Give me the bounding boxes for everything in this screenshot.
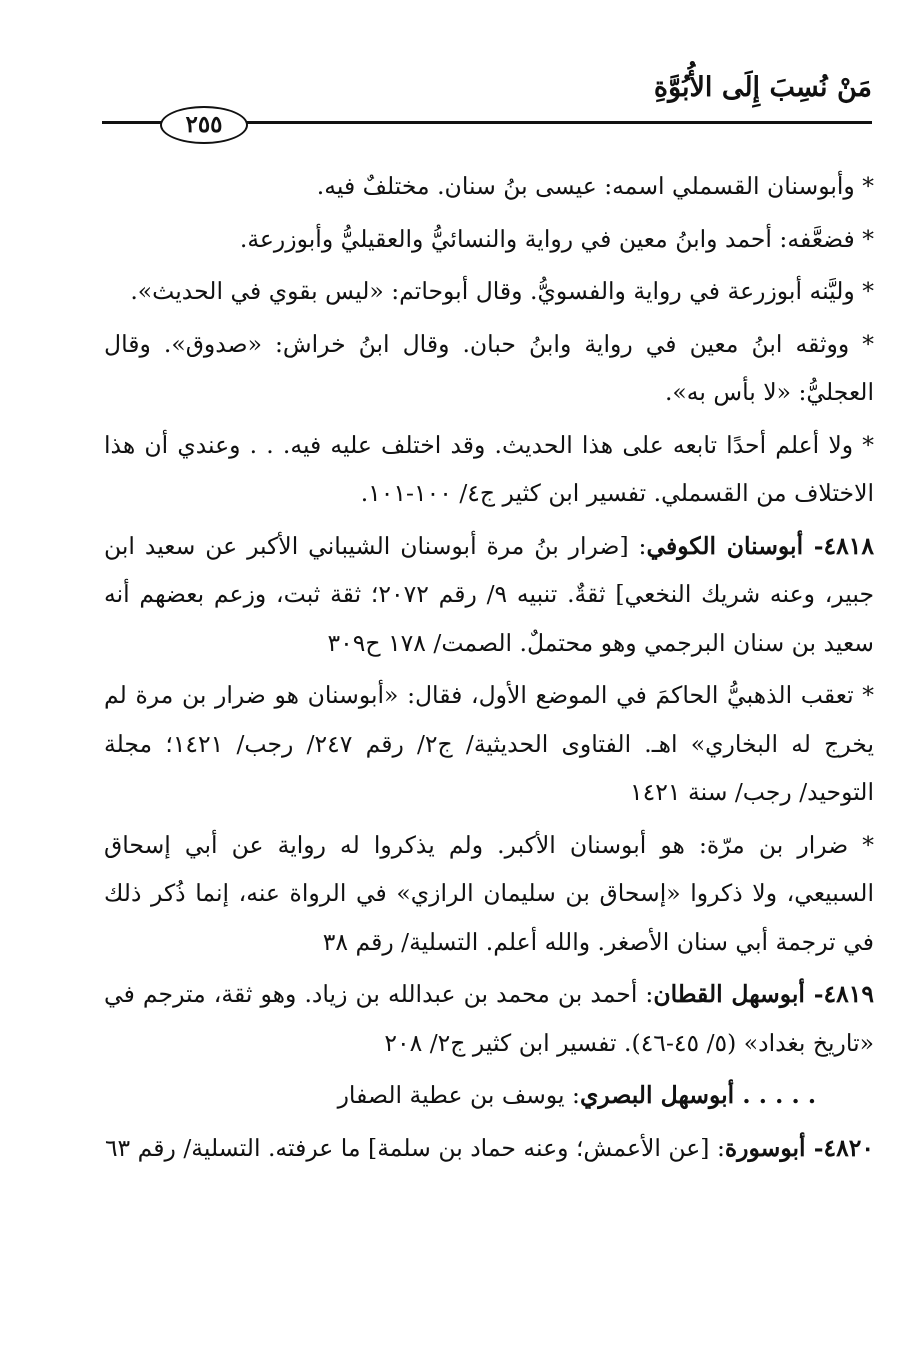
paragraph-1	[104, 162, 874, 211]
entry-4818-text: : [ضرار بنُ مرة أبوسنان الشيباني الأكبر عن سعيد ابن جبير، وعنه شريك النخعي] ثقةٌ. تنبيه ٩/ رقم ٢٠٧٢؛ ثقة ثبت، وزعم بعضهم أنه سعيد بن سنان البرجمي وهو محتملٌ. الصمت/ ١٧٨ ح٣٠٩	[104, 531, 874, 657]
entry-4820-heading: ٤٨٢٠- أبوسورة	[724, 1133, 874, 1162]
entry-4819-heading: ٤٨١٩- أبوسهل القطان	[653, 980, 874, 1008]
paragraph-1-text: * وأبوسنان القسملي اسمه: عيسى بنُ سنان. مختلفٌ فيه.	[316, 172, 874, 200]
entry-abusahl-basri	[104, 1071, 874, 1120]
paragraph-4	[104, 320, 874, 417]
entry-4819-text: : أحمد بن محمد بن عبدالله بن زياد. وهو ثقة، مترجم في «تاريخ بغداد» (٥/ ٤٥-٤٦). تفسير ابن كثير ج٢/ ٢٠٨	[104, 980, 874, 1057]
running-header-title: مَنْ نُسِبَ إِلَى الأُبُوَّةِ	[653, 72, 872, 103]
paragraph-4-text: * ووثقه ابنُ معين في رواية وابنُ حبان. وقال ابنُ خراش: «صدوق». وقال العجليُّ: «لا بأس به».	[104, 329, 874, 406]
page-body	[104, 162, 874, 1176]
paragraph-3	[104, 267, 874, 316]
entry-abusahl-basri-text: : يوسف بن عطية الصفار	[337, 1081, 580, 1109]
paragraph-2	[104, 215, 874, 264]
paragraph-7	[104, 671, 874, 817]
paragraph-7-text: * تعقب الذهبيُّ الحاكمَ في الموضع الأول، فقال: «أبوسنان هو ضرار بن مرة لم يخرج له البخاري» اهـ. الفتاوى الحديثية/ ج٢/ رقم ٢٤٧/ رجب/ ١٤٢١؛ مجلة التوحيد/ رجب/ سنة ١٤٢١	[104, 681, 874, 806]
paragraph-3-text: * وليَّنه أبوزرعة في رواية والفسويُّ. وقال أبوحاتم: «ليس بقوي في الحديث».	[130, 277, 874, 305]
entry-abusahl-basri-heading: . . . . . أبوسهل البصري	[579, 1081, 816, 1109]
entry-4819	[104, 970, 874, 1067]
entry-4818	[104, 522, 874, 668]
entry-4820	[104, 1124, 874, 1173]
paragraph-8	[104, 821, 874, 967]
page-number-badge: ٢٥٥	[160, 106, 248, 144]
paragraph-2-text: * فضعَّفه: أحمد وابنُ معين في رواية والنسائيُّ والعقيليُّ وأبوزرعة.	[239, 224, 874, 253]
paragraph-5	[104, 421, 874, 518]
entry-4818-heading: ٤٨١٨- أبوسنان الكوفي	[646, 531, 874, 560]
entry-4820-text: : [عن الأعمش؛ وعنه حماد بن سلمة] ما عرفته. التسلية/ رقم ٦٣	[104, 1133, 725, 1162]
paragraph-8-text: * ضرار بن مرّة: هو أبوسنان الأكبر. ولم يذكروا له رواية عن أبي إسحاق السبيعي، ولا ذكروا «إسحاق بن سليمان الرازي» في الرواة عنه، إنما ذُكر ذلك في ترجمة أبي سنان الأصغر. والله أعلم. التسلية/ رقم ٣٨	[104, 830, 874, 956]
paragraph-5-text: * ولا أعلم أحدًا تابعه على هذا الحديث. وقد اختلف عليه فيه. . . وعندي أن هذا الاختلاف من القسملي. تفسير ابن كثير ج٤/ ١٠٠-١٠١.	[104, 430, 874, 507]
